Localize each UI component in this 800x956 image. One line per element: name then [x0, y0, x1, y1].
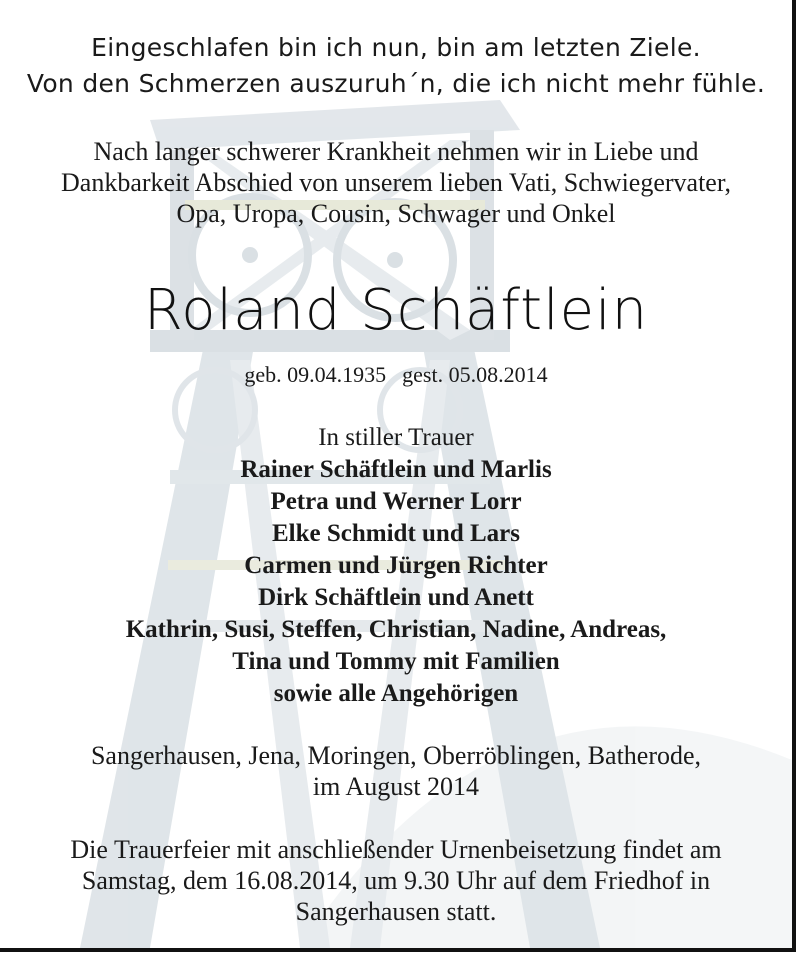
life-dates — [0, 362, 792, 388]
mourner-line: Tina und Tommy mit Familien — [232, 648, 560, 675]
mourner-line: Carmen und Jürgen Richter — [244, 552, 548, 579]
death-date: gest. 05.08.2014 — [402, 362, 548, 387]
mourner-line: Kathrin, Susi, Steffen, Christian, Nadine, Andreas, — [125, 616, 667, 643]
poem — [0, 30, 792, 102]
date-line: im August 2014 — [312, 772, 480, 801]
funeral-line: Die Trauerfeier mit anschließender Urnenbeisetzung findet am — [70, 835, 722, 864]
mourners-list — [0, 422, 792, 710]
intro-line: Nach langer schwerer Krankheit nehmen wir in Liebe und — [93, 137, 699, 166]
place-line: Sangerhausen, Jena, Moringen, Oberröblingen, Batherode, — [90, 741, 702, 770]
mourner-line: Rainer Schäftlein und Marlis — [240, 456, 552, 483]
intro-text — [0, 136, 792, 229]
intro-line: Opa, Uropa, Cousin, Schwager und Onkel — [176, 199, 616, 228]
intro-line: Dankbarkeit Abschied von unserem lieben Vati, Schwiegervater, — [61, 168, 731, 197]
poem-line: Von den Schmerzen auszuruh´n, die ich nicht mehr fühle. — [26, 69, 766, 98]
mourners-heading: In stiller Trauer — [318, 424, 474, 451]
place-and-date — [0, 740, 792, 802]
poem-line: Eingeschlafen bin ich nun, bin am letzten Ziele. — [91, 33, 701, 62]
deceased-name: Roland Schäftlein — [143, 278, 649, 343]
mourner-line: Elke Schmidt und Lars — [272, 520, 520, 547]
mourner-line: Dirk Schäftlein und Anett — [258, 584, 534, 611]
birth-date: geb. 09.04.1935 — [244, 362, 387, 387]
mourner-line: Petra und Werner Lorr — [270, 488, 522, 515]
funeral-notice — [0, 834, 792, 927]
funeral-line: Sangerhausen statt. — [295, 897, 497, 926]
mourner-line: sowie alle Angehörigen — [273, 680, 519, 707]
funeral-line: Samstag, dem 16.08.2014, um 9.30 Uhr auf dem Friedhof in — [81, 866, 711, 895]
